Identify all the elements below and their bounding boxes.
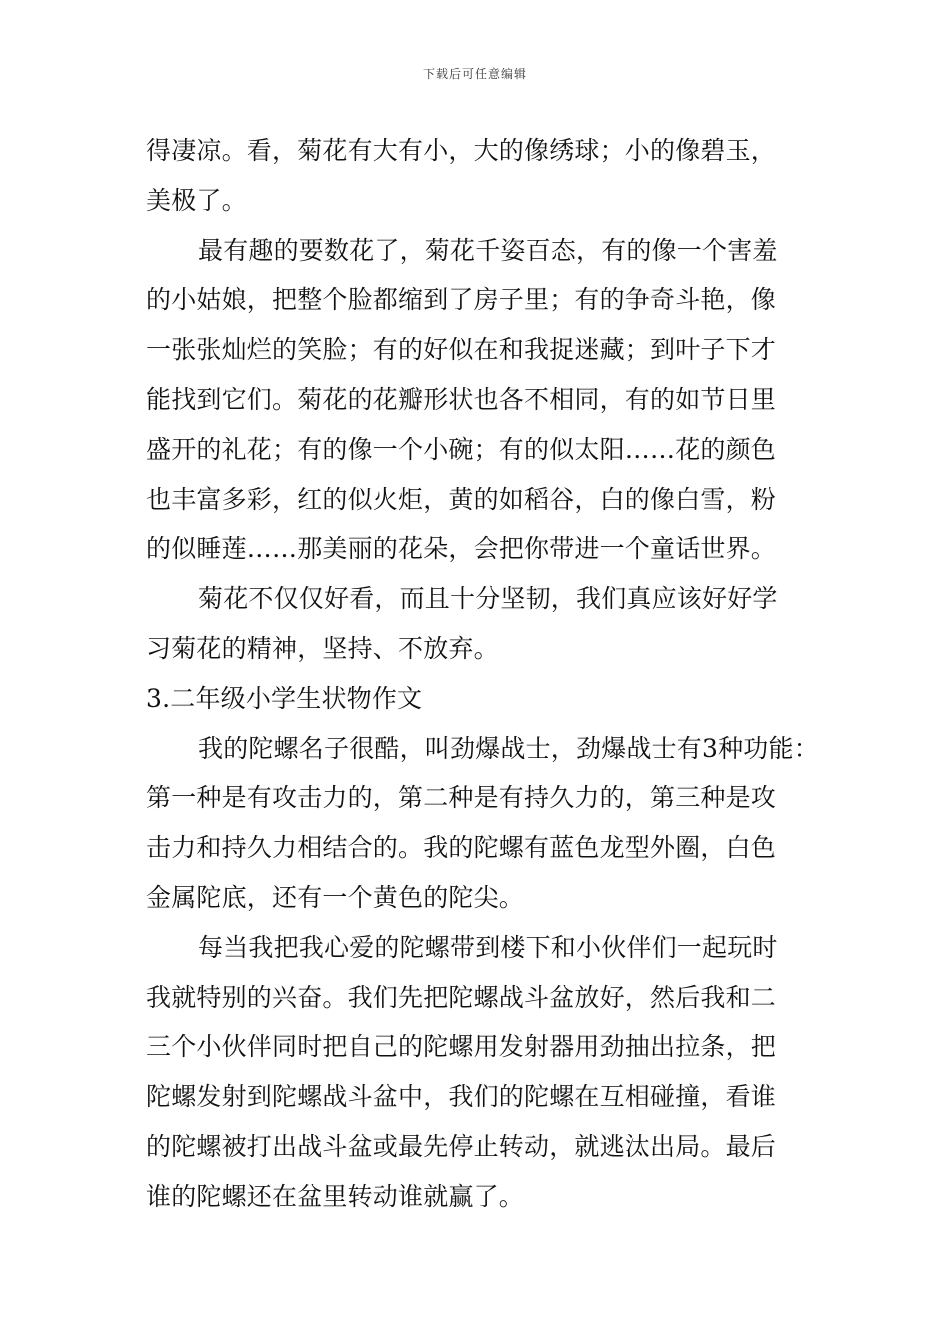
text-line: 我就特别的兴奋。我们先把陀螺战斗盆放好，然后我和二 (146, 982, 777, 1012)
text-line: 的似睡莲……那美丽的花朵，会把你带进一个童话世界。 (146, 534, 777, 564)
text-line: 金属陀底，还有一个黄色的陀尖。 (146, 882, 525, 912)
text-line: 的小姑娘，把整个脸都缩到了房子里；有的争奇斗艳，像 (146, 285, 777, 315)
text-line: 得凄凉。看，菊花有大有小，大的像绣球；小的像碧玉， (146, 136, 777, 165)
document-body (146, 126, 819, 1222)
text-line: 三个小伙伴同时把自己的陀螺用发射器用劲抽出拉条，把 (146, 1032, 777, 1062)
text-line: 菊花不仅仅好看，而且十分坚韧，我们真应该好好学 (198, 584, 778, 614)
text-line: 最有趣的要数花了，菊花千姿百态，有的像一个害羞 (198, 235, 778, 265)
text-line: 美极了。 (146, 185, 247, 215)
text-line: 一张张灿烂的笑脸；有的好似在和我捉迷藏；到叶子下才 (146, 335, 777, 365)
text-line: 每当我把我心爱的陀螺带到楼下和小伙伴们一起玩时 (198, 932, 778, 962)
text-line: 盛开的礼花；有的像一个小碗；有的似太阳……花的颜色 (146, 434, 777, 464)
text-line: 第一种是有攻击力的，第二种是有持久力的，第三种是攻 (146, 783, 777, 813)
text-line: 的陀螺被打出战斗盆或最先停止转动，就逃汰出局。最后 (146, 1131, 777, 1161)
text-line: 击力和持久力相结合的。我的陀螺有蓝色龙型外圈，白色 (146, 833, 777, 863)
text-line: 谁的陀螺还在盆里转动谁就赢了。 (146, 1181, 525, 1211)
text-line: 习菊花的精神，坚持、不放弃。 (146, 633, 499, 663)
text-line: 陀螺发射到陀螺战斗盆中，我们的陀螺在互相碰撞，看谁 (146, 1082, 777, 1112)
text-line: 3.二年级小学生状物作文 (146, 683, 423, 713)
text-line: 也丰富多彩，红的似火炬，黄的如稻谷，白的像白雪，粉 (146, 484, 777, 514)
text-line: 能找到它们。菊花的花瓣形状也各不相同，有的如节日里 (146, 384, 777, 414)
text-line: 我的陀螺名子很酷，叫劲爆战士，劲爆战士有3种功能： (198, 733, 819, 763)
page-header: 下载后可任意编辑 (422, 67, 527, 81)
